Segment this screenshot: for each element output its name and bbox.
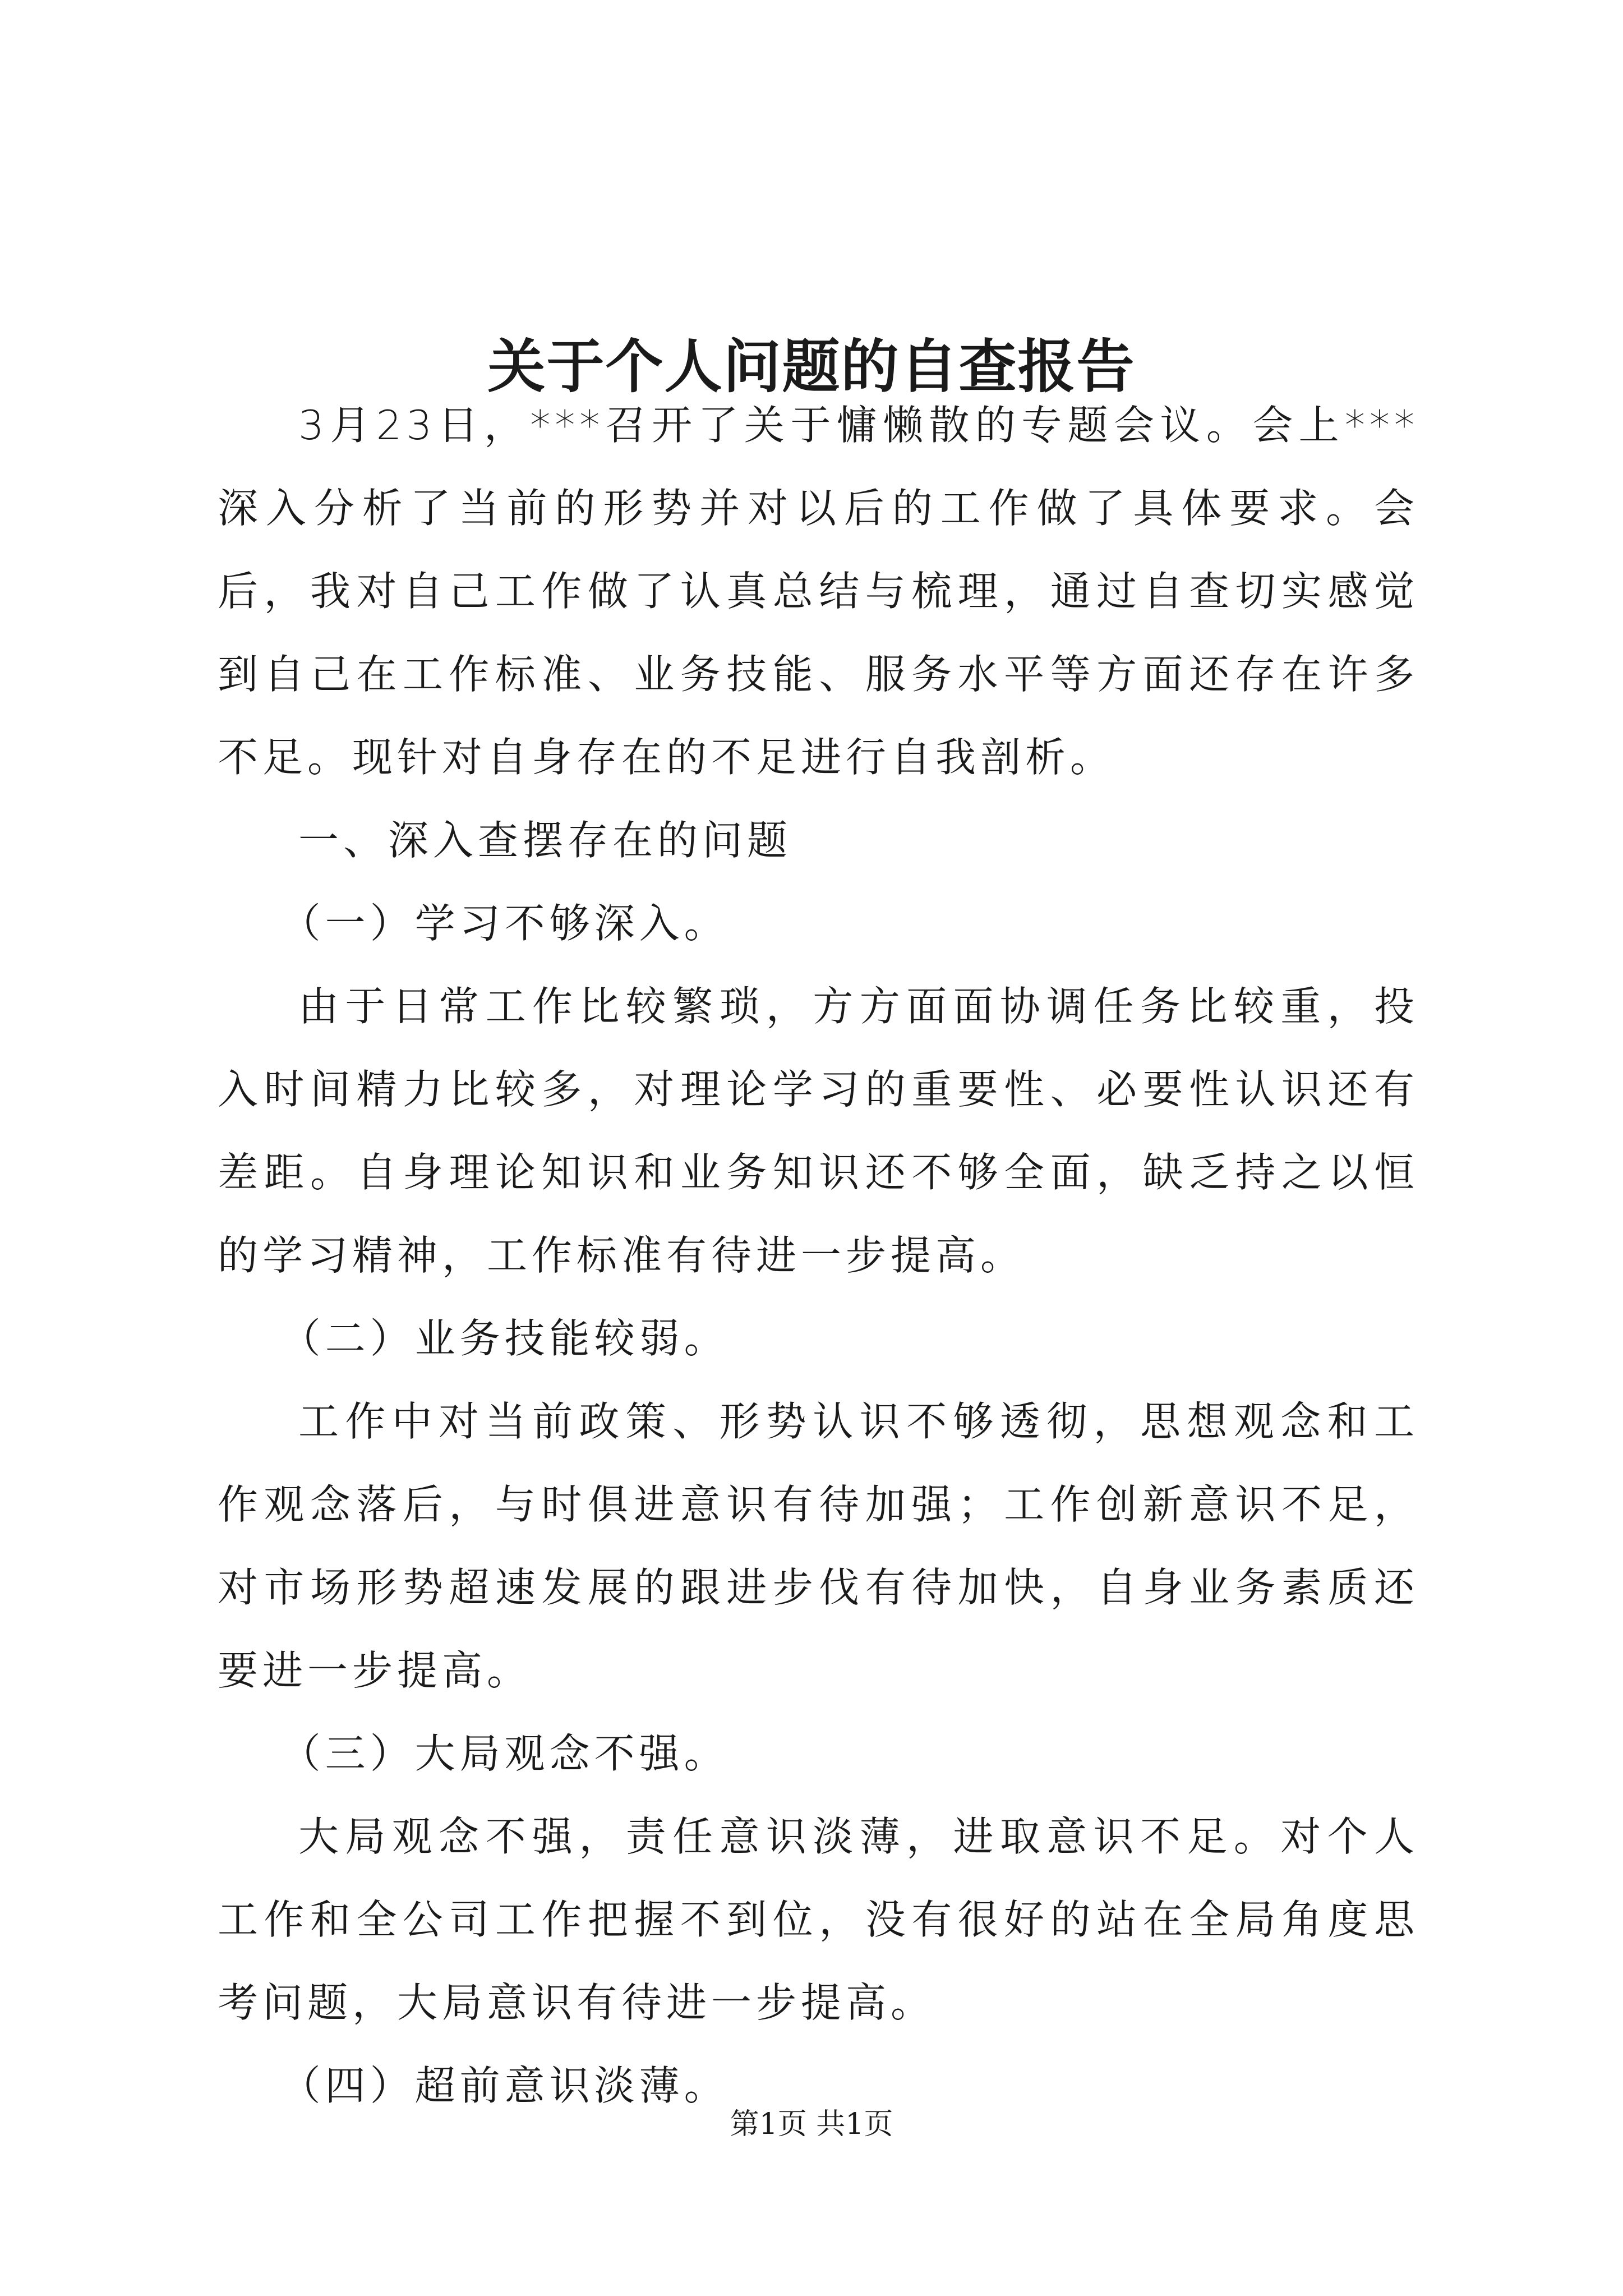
paragraph-2: 工作中对当前政策、形势认识不够透彻，思想观念和工作观念落后，与时俱进意识有待加强；工作创新意识不足，对市场形势超速发展的跟进步伐有待加快，自身业务素质还要进一步提高。 [218,1398,1419,1694]
subheading-4: （四）超前意识淡薄。 [280,2062,729,2109]
subheading-3: （三）大局观念不强。 [280,1730,729,1777]
paragraph-1: 由于日常工作比较繁琐，方方面面协调任务比较重，投入时间精力比较多，对理论学习的重要性、必要性认识还有差距。自身理论知识和业务知识还不够全面，缺乏持之以恒的学习精神，工作标准有待进一步提高。 [218,983,1419,1279]
section-heading: 一、深入查摆存在的问题 [298,817,792,864]
document-title: 关于个人问题的自查报告 [487,333,1136,401]
document-body [218,384,1419,2127]
paragraph-intro: 3月23日，***召开了关于慵懒散的专题会议。会上***深入分析了当前的形势并对以后的工作做了具体要求。会后，我对自己工作做了认真总结与梳理，通过自查切实感觉到自己在工作标准、业务技能、服务水平等方面还存在许多不足。现针对自身存在的不足进行自我剖析。 [218,402,1419,781]
page-footer: 第1页 共1页 [730,2108,893,2141]
subheading-1: （一）学习不够深入。 [280,900,729,947]
paragraph-3: 大局观念不强，责任意识淡薄，进取意识不足。对个人工作和全公司工作把握不到位，没有很好的站在全局角度思考问题，大局意识有待进一步提高。 [218,1813,1419,2026]
subheading-2: （二）业务技能较弱。 [280,1315,729,1362]
